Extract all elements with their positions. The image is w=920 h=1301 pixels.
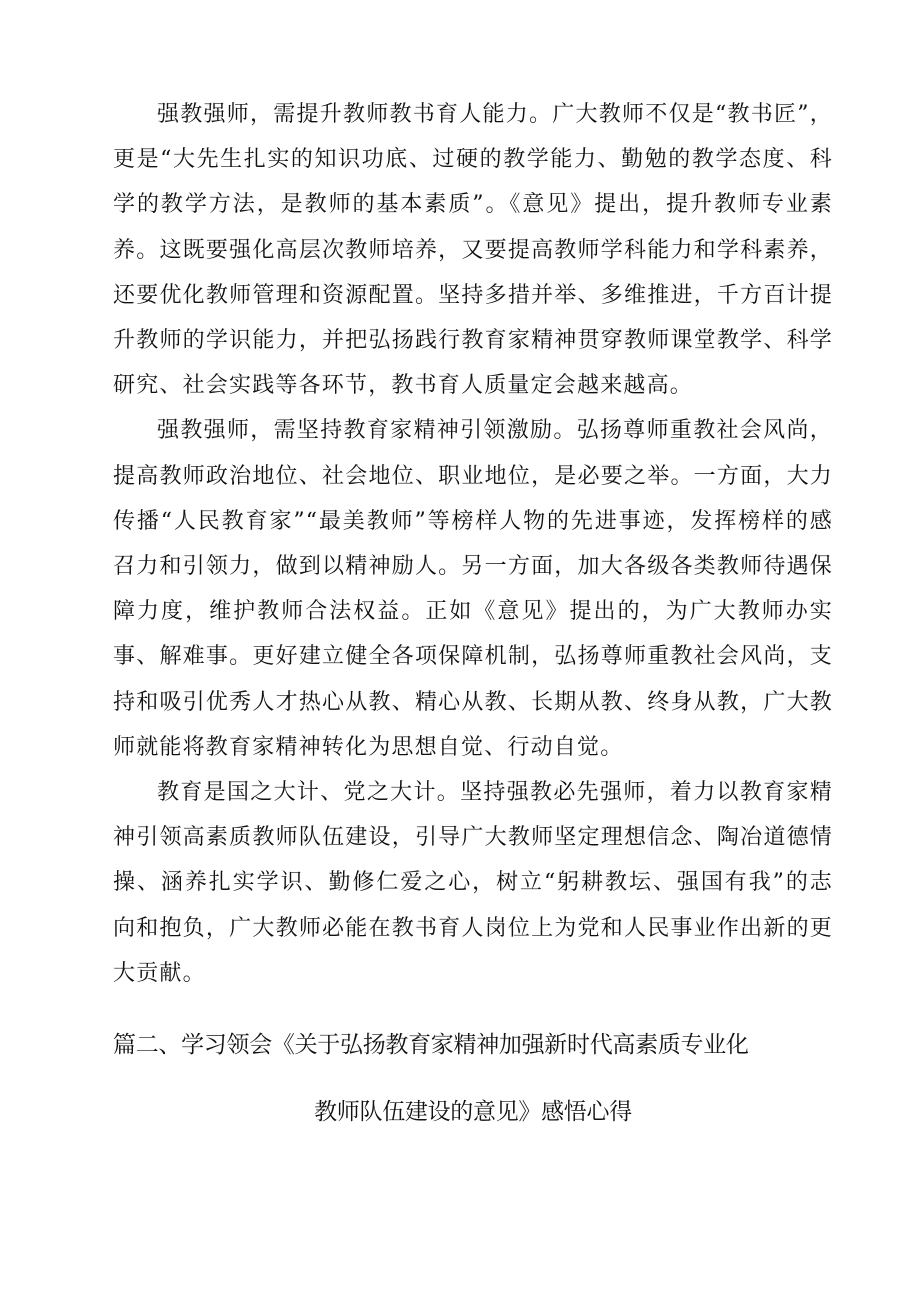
section-heading-line-2: 教师队伍建设的意见》感悟心得 bbox=[314, 1099, 632, 1125]
paragraph-1: 强教强师，需提升教师教书育人能力。广大教师不仅是“教书匠”，更是“大先生扎实的知识功底、过硬的教学能力、勤勉的教学态度、科学的教学方法，是教师的基本素质”。《意见》提出，提升教师专业素养。这既要强化高层次教师培养，又要提高教师学科能力和学科素养，还要优化教师管理和资源配置。坚持多措并举、多维推进，千方百计提升教师的学识能力，并把弘扬践行教育家精神贯穿教师课堂教学、科学研究、社会实践等各环节，教书育人质量定会越来越高。 bbox=[113, 102, 833, 399]
article-body bbox=[113, 92, 833, 996]
section-heading-line-1: 篇二、学习领会《关于弘扬教育家精神加强新时代高素质专业化 bbox=[113, 1032, 749, 1058]
paragraph-3: 教育是国之大计、党之大计。坚持强教必先强师，着力以教育家精神引领高素质教师队伍建设，引导广大教师坚定理想信念、陶冶道德情操、涵养扎实学识、勤修仁爱之心，树立“躬耕教坛、强国有我”的志向和抱负，广大教师必能在教书育人岗位上为党和人民事业作出新的更大贡献。 bbox=[113, 780, 833, 986]
section-heading bbox=[113, 1029, 833, 1128]
paragraph-2: 强教强师，需坚持教育家精神引领激励。弘扬尊师重教社会风尚，提高教师政治地位、社会地位、职业地位，是必要之举。一方面，大力传播“人民教育家”“最美教师”等榜样人物的先进事迹，发挥榜样的感召力和引领力，做到以精神励人。另一方面，加大各级各类教师待遇保障力度，维护教师合法权益。正如《意见》提出的，为广大教师办实事、解难事。更好建立健全各项保障机制，弘扬尊师重教社会风尚，支持和吸引优秀人才热心从教、精心从教、长期从教、终身从教，广大教师就能将教育家精神转化为思想自觉、行动自觉。 bbox=[113, 418, 833, 760]
